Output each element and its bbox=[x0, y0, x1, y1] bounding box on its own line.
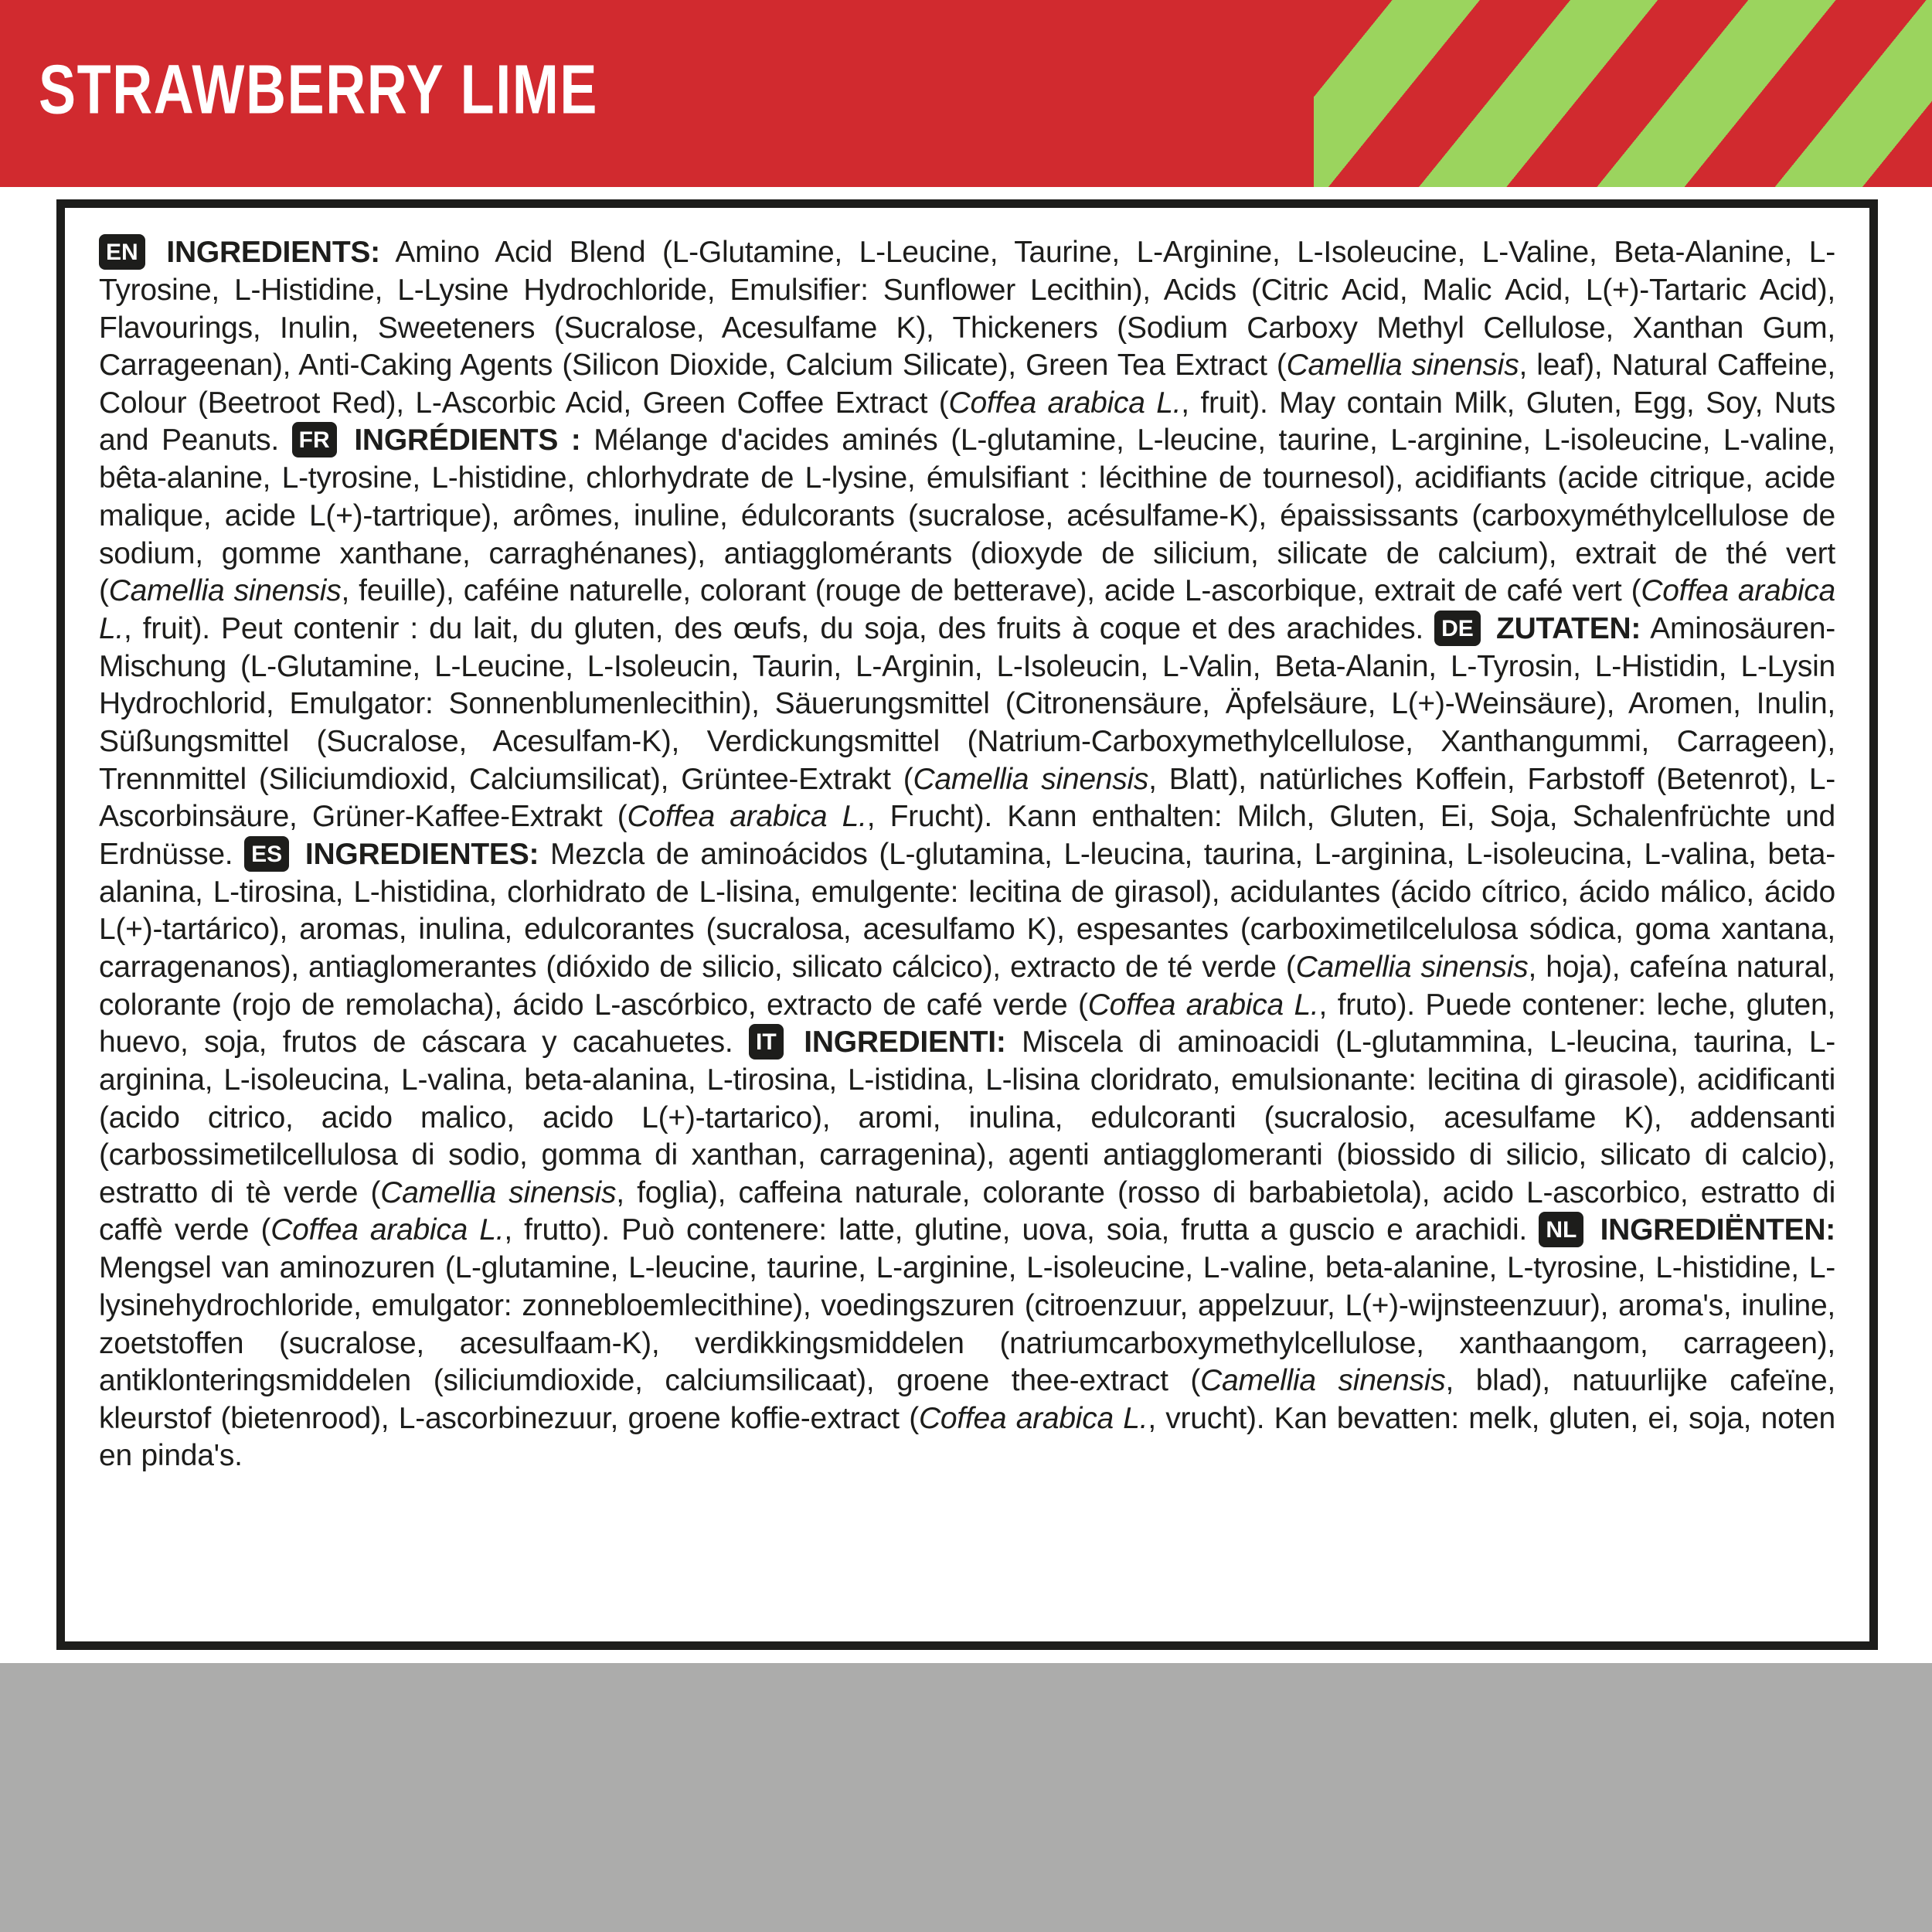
ingredients-segment: Coffea arabica L. bbox=[918, 1401, 1148, 1435]
ingredients-segment: , feuille), caféine naturelle, colorant (rouge de betterave), acide L-ascorbique, extrait de café vert ( bbox=[341, 574, 1641, 608]
lang-badge-de: DE bbox=[1434, 611, 1481, 646]
bottom-gray-band bbox=[0, 1663, 1932, 1932]
diagonal-stripes-decoration bbox=[1314, 0, 1932, 187]
ingredients-segment: Mengsel van aminozuren (L-glutamine, L-leucine, taurine, L-arginine, L-isoleucine, L-valine, beta-alanine, L-tyrosine, L-histidine, L-lysinehydrochloride, emulgator: zonnebloemlecithine), voedingszuren (citroenzuur, appelzuur, L(+)-wijnsteenzuur), aroma's, inuline, zoetstoffen (sucralose, acesulfaam-K), verdikkingsmiddelen (natriumcarboxymethylcellulose, xanthaangom, carrageen), antiklonteringsmiddelen (siliciumdioxide, calciumsilicaat), groene thee-extract ( bbox=[99, 1251, 1835, 1398]
section-heading-nl: INGREDIËNTEN: bbox=[1600, 1213, 1836, 1247]
ingredients-segment: Amino Acid Blend (L-Glutamine, L-Leucine, Taurine, L-Arginine, L-Isoleucine, L-Valine, Beta-Alanine, L-Tyrosine, L-Histidine, L-Lysine Hydrochloride, Emulsifier: Sunflower Lecithin), Acids (Citric Acid, Malic Acid, L(+)-Tartaric Acid), Flavourings, Inulin, Sweeteners (Sucralose, Acesulfame K), Thickeners (Sodium Carboxy Methyl Cellulose, Xanthan Gum, Carrageenan), Anti-Caking Agents (Silicon Dioxide, Calcium Silicate), Green Tea Extract ( bbox=[99, 236, 1835, 383]
ingredients-segment: Camellia sinensis bbox=[1286, 349, 1519, 383]
ingredients-segment: , leaf), Natural Caffeine, Colour (Beetroot Red), L-Ascorbic Acid, Green Coffee Extract ( bbox=[99, 349, 1835, 420]
lang-badge-es: ES bbox=[244, 836, 289, 872]
ingredients-segment: , frutto). Può contenere: latte, glutine, uova, soia, frutta a guscio e arachidi. bbox=[504, 1213, 1528, 1247]
ingredients-segment: , Frucht). Kann enthalten: Milch, Gluten, Ei, Soja, Schalenfrüchte und Erdnüsse. bbox=[99, 800, 1835, 871]
section-heading-de: ZUTATEN: bbox=[1496, 611, 1641, 645]
lang-badge-en: EN bbox=[99, 234, 145, 270]
ingredients-segment: Miscela di aminoacidi (L-glutammina, L-leucina, taurina, L-arginina, L-isoleucina, L-valina, beta-alanina, L-tirosina, L-istidina, L-lisina cloridrato, emulsionante: lecitina di girasole), acidificanti (acido citrico, acido malico, acido L(+)-tartarico), aromi, inulina, edulcoranti (sucralosio, acesulfame K), addensanti (carbossimetilcellulosa di sodio, gomma di xanthan, carragenina), agenti antiagglomeranti (biossido di silicio, silicato di calcio), estratto di tè verde ( bbox=[99, 1026, 1836, 1209]
ingredients-text bbox=[99, 234, 1835, 1475]
ingredients-segment: Camellia sinensis bbox=[108, 574, 342, 608]
flavor-title: STRAWBERRY LIME bbox=[39, 51, 599, 129]
ingredients-segment: , fruto). Puede contener: leche, gluten, huevo, soja, frutos de cáscara y cacahuetes. bbox=[99, 988, 1836, 1060]
lang-badge-it: IT bbox=[749, 1024, 784, 1060]
ingredients-segment: , Blatt), natürliches Koffein, Farbstoff (Betenrot), L-Ascorbinsäure, Grüner-Kaffee-Extrakt ( bbox=[99, 762, 1835, 834]
ingredients-segment: , vrucht). Kan bevatten: melk, gluten, ei, soja, noten en pinda's. bbox=[99, 1401, 1835, 1473]
section-heading-es: INGREDIENTES: bbox=[304, 837, 539, 871]
ingredients-segment: Camellia sinensis bbox=[1295, 950, 1529, 984]
ingredients-segment: Aminosäuren-Mischung (L-Glutamine, L-Leucine, L-Isoleucin, Taurin, L-Arginin, L-Isoleucin, L-Valin, Beta-Alanin, L-Tyrosin, L-Histidin, L-Lysin Hydrochlorid, Emulgator: Sonnenblumenlecithin), Säuerungsmittel (Citronensäure, Äpfelsäure, L(+)-Weinsäure), Aromen, Inulin, Süßungsmittel (Sucralose, Acesulfam-K), Verdickungsmittel (Natrium-Carboxymethylcellulose, Xanthangummi, Carrageen), Trennmittel (Siliciumdioxid, Calciumsilicat), Grüntee-Extrakt ( bbox=[99, 611, 1835, 796]
ingredients-segment: Camellia sinensis bbox=[380, 1175, 617, 1209]
flavor-banner bbox=[0, 0, 1932, 187]
ingredients-segment: , foglia), caffeina naturale, colorante (rosso di barbabietola), acido L-ascorbico, estratto di caffè verde ( bbox=[99, 1175, 1835, 1247]
ingredients-segment: Coffea arabica L. bbox=[627, 800, 867, 834]
ingredients-segment: Coffea arabica L. bbox=[99, 574, 1835, 645]
ingredients-segment: Mezcla de aminoácidos (L-glutamina, L-leucina, taurina, L-arginina, L-isoleucina, L-valina, beta-alanina, L-tirosina, L-histidina, clorhidrato de L-lisina, emulgente: lecitina de girasol), acidulantes (ácido cítrico, ácido málico, ácido L(+)-tartárico), aromas, inulina, edulcorantes (sucralosa, acesulfamo K), espesantes (carboximetilcelulosa sódica, goma xantana, carragenanos), antiaglomerantes (dióxido de silicio, silicato cálcico), extracto de té verde ( bbox=[99, 837, 1835, 984]
ingredients-segment: , fruit). Peut contenir : du lait, du gluten, des œufs, du soja, des fruits à coque et des arachides. bbox=[124, 611, 1423, 645]
section-heading-fr: INGRÉDIENTS : bbox=[354, 423, 581, 457]
ingredients-segment: Coffea arabica L. bbox=[1087, 988, 1319, 1022]
ingredients-box bbox=[56, 199, 1878, 1650]
ingredients-segment: , fruit). May contain Milk, Gluten, Egg, Soy, Nuts and Peanuts. bbox=[99, 386, 1836, 457]
ingredients-segment: Coffea arabica L. bbox=[948, 386, 1182, 420]
lang-badge-fr: FR bbox=[292, 422, 337, 457]
lang-badge-nl: NL bbox=[1539, 1212, 1583, 1247]
section-heading-en: INGREDIENTS: bbox=[166, 236, 380, 269]
ingredients-segment: Coffea arabica L. bbox=[270, 1213, 505, 1247]
ingredients-segment: , hoja), cafeína natural, colorante (rojo de remolacha), ácido L-ascórbico, extracto de café verde ( bbox=[99, 950, 1835, 1022]
ingredients-segment: Mélange d'acides aminés (L-glutamine, L-leucine, taurine, L-arginine, L-isoleucine, L-valine, bêta-alanine, L-tyrosine, L-histidine, chlorhydrate de L-lysine, émulsifiant : lécithine de tournesol), acidifiants (acide citrique, acide malique, acide L(+)-tartrique), arômes, inuline, édulcorants (sucralose, acésulfame-K), épaississants (carboxyméthylcellulose de sodium, gomme xanthane, carraghénanes), antiagglomérants (dioxyde de silicium, silicate de calcium), extrait de thé vert ( bbox=[99, 423, 1836, 608]
ingredients-segment: Camellia sinensis bbox=[913, 762, 1149, 796]
section-heading-it: INGREDIENTI: bbox=[804, 1026, 1006, 1060]
ingredients-segment: Camellia sinensis bbox=[1200, 1364, 1446, 1398]
ingredients-segment: , blad), natuurlijke cafeïne, kleurstof (bietenrood), L-ascorbinezuur, groene koffie-extract ( bbox=[99, 1364, 1835, 1435]
